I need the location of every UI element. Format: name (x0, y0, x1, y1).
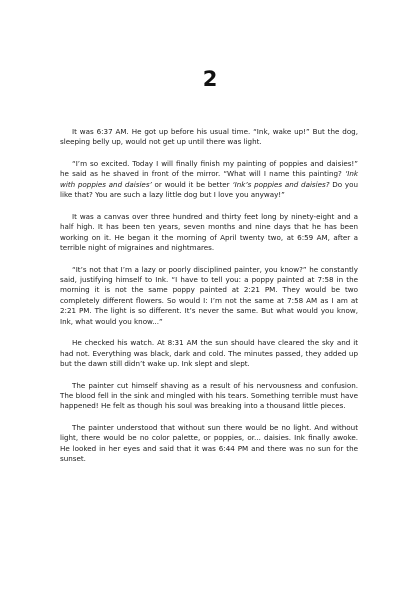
paragraph (60, 265, 358, 327)
paragraph (60, 423, 358, 465)
paragraph (60, 212, 358, 254)
paragraph (60, 127, 358, 148)
text-run: Do you like that? You are such a lazy little dog but I love you anyway!” (60, 179, 358, 200)
paragraph (60, 338, 358, 369)
text-run: “I’m so excited. Today I will finally finish my painting of poppies and daisies!” he said as he shaved in front of the mirror. “What will I name this painting? (60, 159, 358, 179)
text-run: “It’s not that I’m a lazy or poorly disciplined painter, you know?” he constantly said, justifying himself to Ink. “I have to tell you: a poppy painted at 7:58 in the morning it is not the same poppy painted at 2:21 PM. They would be two completely different flowers. So would I: I’m not the same at 7:58 AM as I am at 2:21 PM. The light is so different. It’s never the same. But what would you know, Ink, what would you know...” (60, 264, 358, 326)
italic-text: ‘Ink with poppies and daisies’ (60, 169, 358, 189)
text-run: or would it be better (151, 179, 233, 189)
chapter-body (60, 127, 358, 476)
text-run: It was a canvas over three hundred and thirty feet long by ninety-eight and a half high. It has been ten years, seven months and nine days that he has been working on it. He began it the morning of April twenty two, at 6:59 AM, after a terrible night of migraines and nightmares. (60, 211, 358, 253)
chapter-number: 2 (202, 67, 218, 91)
paragraph (60, 159, 358, 201)
text-run: The painter cut himself shaving as a result of his nervousness and confusion. The blood fell in the sink and mingled with his tears. Something terrible must have happened! He felt as though his soul was breaking into a thousand little pieces. (60, 380, 358, 411)
italic-text: ‘Ink’s poppies and daisies? (232, 179, 330, 189)
text-run: The painter understood that without sun there would be no light. And without light, there would be no color palette, or poppies, or... daisies. Ink finally awoke. He looked in her eyes and said that it was 6:44 PM and there was no sun for the sunset. (60, 423, 358, 464)
text-run: He checked his watch. At 8:31 AM the sun should have cleared the sky and it had not. Everything was black, dark and cold. The minutes passed, they added up but the dawn still didn’t wake up. Ink slept and slept. (60, 338, 358, 369)
text-run: It was 6:37 AM. He got up before his usual time. “Ink, wake up!” But the dog, sleeping belly up, would not get up until there was light. (60, 127, 358, 147)
paragraph (60, 381, 358, 412)
